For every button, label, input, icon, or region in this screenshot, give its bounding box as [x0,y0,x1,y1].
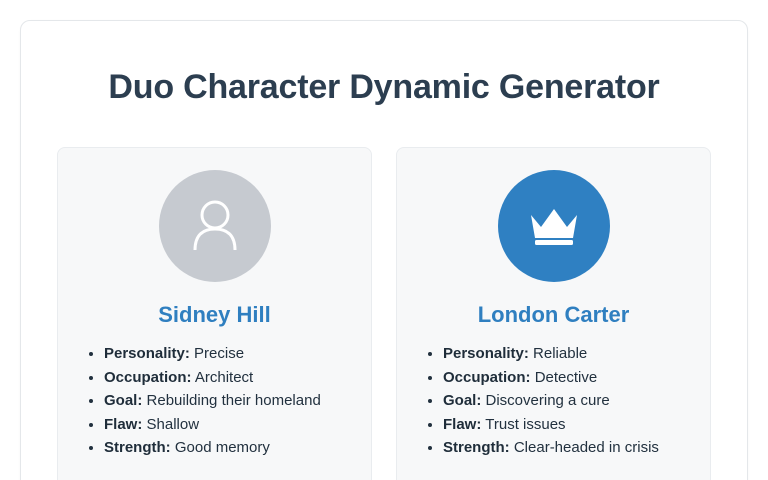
character-cards-row [21,107,747,480]
generator-panel [20,20,748,480]
trait-value: Good memory [174,439,270,456]
character-card [57,147,372,480]
trait-label: Personality: [104,345,190,362]
trait-item [443,366,688,389]
character-name: Sidney Hill [158,302,271,327]
trait-value: Discovering a cure [485,392,610,409]
character-traits [80,342,349,459]
trait-label: Goal: [443,392,482,409]
trait-item [443,342,688,365]
trait-value: Precise [194,345,245,362]
page-title: Duo Character Dynamic Generator [108,68,660,106]
avatar [498,170,610,282]
trait-label: Occupation: [443,368,531,386]
character-card [396,147,711,480]
trait-item [443,413,688,436]
trait-item [104,436,349,459]
trait-item [104,389,349,412]
trait-item [104,413,349,436]
trait-item [443,436,688,459]
crown-icon [528,205,580,247]
trait-label: Goal: [104,392,143,409]
trait-value: Clear-headed in crisis [513,439,659,456]
trait-label: Strength: [104,439,171,456]
trait-label: Flaw: [104,415,143,433]
trait-label: Strength: [443,439,510,456]
trait-value: Rebuilding their homeland [146,392,321,409]
trait-item [104,366,349,389]
trait-label: Personality: [443,345,529,362]
avatar [159,170,271,282]
trait-value: Architect [194,368,254,386]
trait-label: Flaw: [443,415,482,433]
character-name: London Carter [477,302,630,327]
trait-item [104,342,349,365]
character-traits [419,342,688,459]
person-icon [192,200,238,252]
trait-item [443,389,688,412]
trait-value: Shallow [146,415,200,433]
trait-label: Occupation: [104,368,192,386]
trait-value: Trust issues [485,415,566,433]
trait-value: Reliable [533,345,588,362]
trait-value: Detective [534,368,598,386]
